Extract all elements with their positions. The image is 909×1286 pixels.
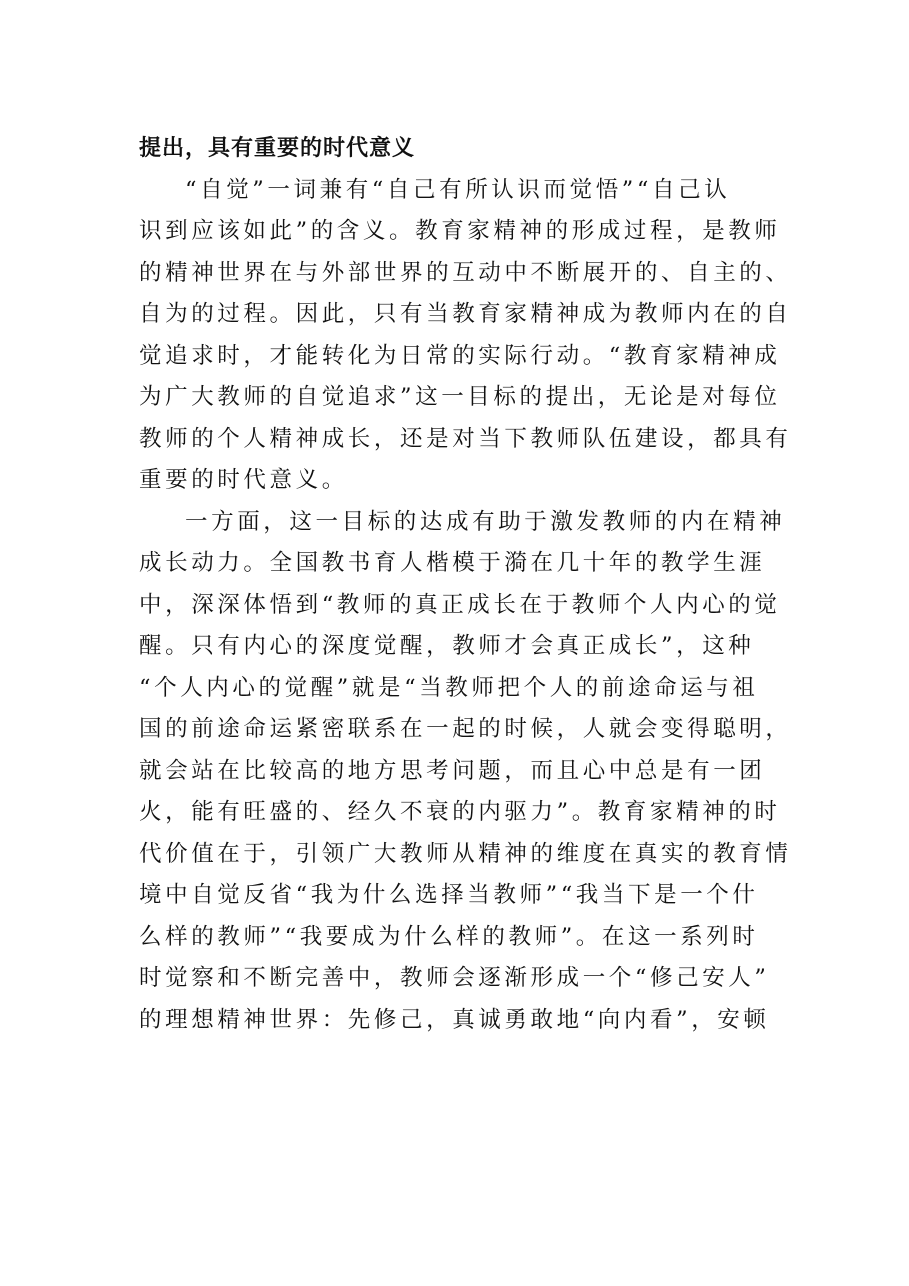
text-line: 觉追求时，才能转化为日常的实际行动。“教育家精神成 bbox=[139, 342, 781, 369]
text-line: 的精神世界在与外部世界的互动中不断展开的、自主的、 bbox=[139, 259, 792, 286]
text-line: 醒。只有内心的深度觉醒，教师才会真正成长”，这种 bbox=[139, 633, 755, 659]
text-line: 么样的教师”“我要成为什么样的教师”。在这一系列时 bbox=[139, 923, 759, 950]
text-line: 境中自觉反省“我为什么选择当教师”“我当下是一个什 bbox=[139, 882, 759, 908]
text-line: “个人内心的觉醒”就是“当教师把个人的前途命运与祖 bbox=[139, 674, 759, 701]
document-body bbox=[139, 128, 792, 1041]
text-line: 中，深深体悟到“教师的真正成长在于教师个人内心的觉 bbox=[139, 591, 781, 618]
section-heading: 提出，具有重要的时代意义 bbox=[139, 136, 416, 161]
text-line: 时觉察和不断完善中，教师会逐渐形成一个“修己安人” bbox=[139, 965, 770, 991]
text-line: 成长动力。全国教书育人楷模于漪在几十年的教学生涯 bbox=[139, 550, 766, 576]
text-line: 自为的过程。因此，只有当教育家精神成为教师内在的自 bbox=[139, 301, 792, 327]
text-line: 就会站在比较高的地方思考问题，而且心中总是有一团 bbox=[139, 757, 766, 784]
text-line: 代价值在于，引领广大教师从精神的维度在真实的教育情 bbox=[139, 840, 792, 867]
text-line: 识到应该如此”的含义。教育家精神的形成过程，是教师 bbox=[139, 218, 781, 244]
text-line: 重要的时代意义。 bbox=[139, 467, 348, 493]
text-line: 国的前途命运紧密联系在一起的时候，人就会变得聪明， bbox=[139, 716, 792, 742]
text-line: 教师的个人精神成长，还是对当下教师队伍建设，都具有 bbox=[139, 425, 792, 452]
text-line: 火，能有旺盛的、经久不衰的内驱力”。教育家精神的时 bbox=[139, 799, 781, 825]
text-line: 一方面，这一目标的达成有助于激发教师的内在精神 bbox=[185, 508, 786, 535]
text-line: 为广大教师的自觉追求”这一目标的提出，无论是对每位 bbox=[139, 384, 781, 410]
text-line: 的理想精神世界：先修己，真诚勇敢地“向内看”，安顿 bbox=[139, 1006, 770, 1033]
paragraph-1 bbox=[139, 170, 792, 502]
text-line: “自觉”一词兼有“自己有所认识而觉悟”“自己认 bbox=[185, 176, 731, 203]
paragraph-2 bbox=[139, 502, 792, 1042]
